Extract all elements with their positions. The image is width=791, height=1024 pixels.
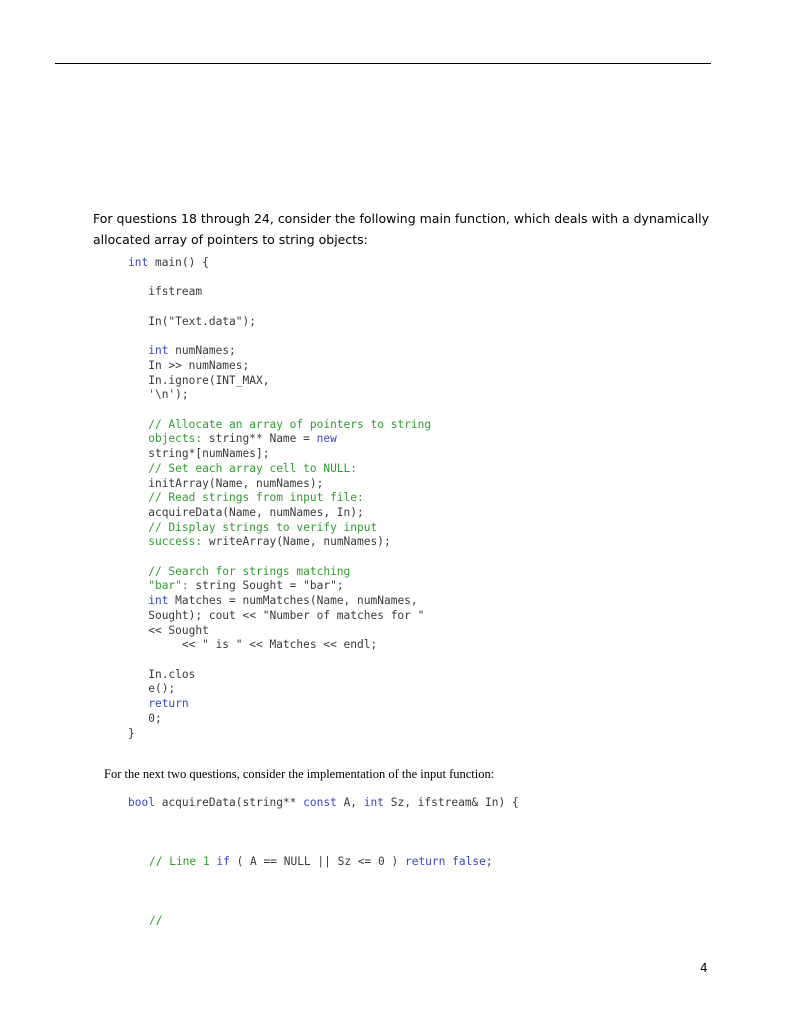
code-text: << " is " << Matches << endl; <box>181 638 378 652</box>
keyword: false <box>445 855 486 868</box>
code-comment: // <box>149 914 163 927</box>
page-number: 4 <box>700 961 708 975</box>
keyword: bool <box>128 796 155 809</box>
code-text: ; <box>485 855 493 868</box>
code-comment: // Read strings from input file: <box>148 491 364 505</box>
code-text: ( A == NULL || Sz <= 0 ) <box>229 855 405 868</box>
code-comment: // Display strings to verify input <box>148 520 378 534</box>
code-comment: // Allocate an array of pointers to string <box>148 417 432 431</box>
header-rule <box>55 63 711 64</box>
next-questions-lead: For the next two questions, consider the implementation of the input function: <box>104 767 495 781</box>
code-comment: "bar": <box>148 579 189 593</box>
code-text: '\n'); <box>148 388 189 402</box>
keyword: int <box>148 594 169 608</box>
code-comment: // Set each array cell to NULL: <box>148 461 358 475</box>
code-text: acquireData(string** <box>154 796 304 809</box>
main-function-code <box>128 256 431 741</box>
code-text: Sought); cout << "Number of matches for " <box>148 608 425 622</box>
code-text: A, <box>336 796 364 809</box>
keyword: return <box>404 855 446 868</box>
keyword: return <box>148 697 189 711</box>
code-text: acquireData(Name, numNames, In); <box>148 505 364 519</box>
code-text: string Sought = "bar"; <box>188 579 344 593</box>
keyword: new <box>316 432 337 446</box>
code-text: } <box>128 726 135 740</box>
code-text: writeArray(Name, numNames); <box>202 535 391 549</box>
code-text: e(); <box>148 682 176 696</box>
code-text: numNames; <box>168 344 236 358</box>
code-text: In("Text.data"); <box>148 314 256 328</box>
code-text: initArray(Name, numNames); <box>148 476 324 490</box>
code-text: Sz, ifstream& In) { <box>384 796 519 809</box>
acquire-data-line1 <box>149 855 493 870</box>
code-text: ifstream <box>148 285 203 299</box>
keyword: const <box>303 796 337 809</box>
code-text: string** Name = <box>202 432 317 446</box>
code-text: << Sought <box>148 623 209 637</box>
code-text: 0; <box>148 711 162 725</box>
code-text: main() { <box>148 256 209 269</box>
code-text: string*[numNames]; <box>148 447 270 461</box>
code-comment: success: <box>148 535 203 549</box>
intro-line-2: allocated array of pointers to string objects: <box>93 232 368 247</box>
code-text: Matches = numMatches(Name, numNames, <box>168 594 418 608</box>
code-comment: objects: <box>148 432 203 446</box>
keyword: int <box>148 344 169 358</box>
code-comment: // Search for strings matching <box>148 564 351 578</box>
code-text: In.clos <box>148 667 196 681</box>
code-text: In.ignore(INT_MAX, <box>148 373 270 387</box>
keyword: int <box>363 796 384 809</box>
intro-paragraph <box>93 208 710 250</box>
acquire-data-signature <box>128 796 519 811</box>
intro-line-1: For questions 18 through 24, consider the following main function, which deals with a dynamically <box>93 211 710 226</box>
keyword: int <box>128 256 149 269</box>
code-comment: // Line 1 <box>149 855 210 868</box>
code-text: In >> numNames; <box>148 358 250 372</box>
keyword: if <box>209 855 230 868</box>
acquire-data-comment <box>149 914 162 929</box>
